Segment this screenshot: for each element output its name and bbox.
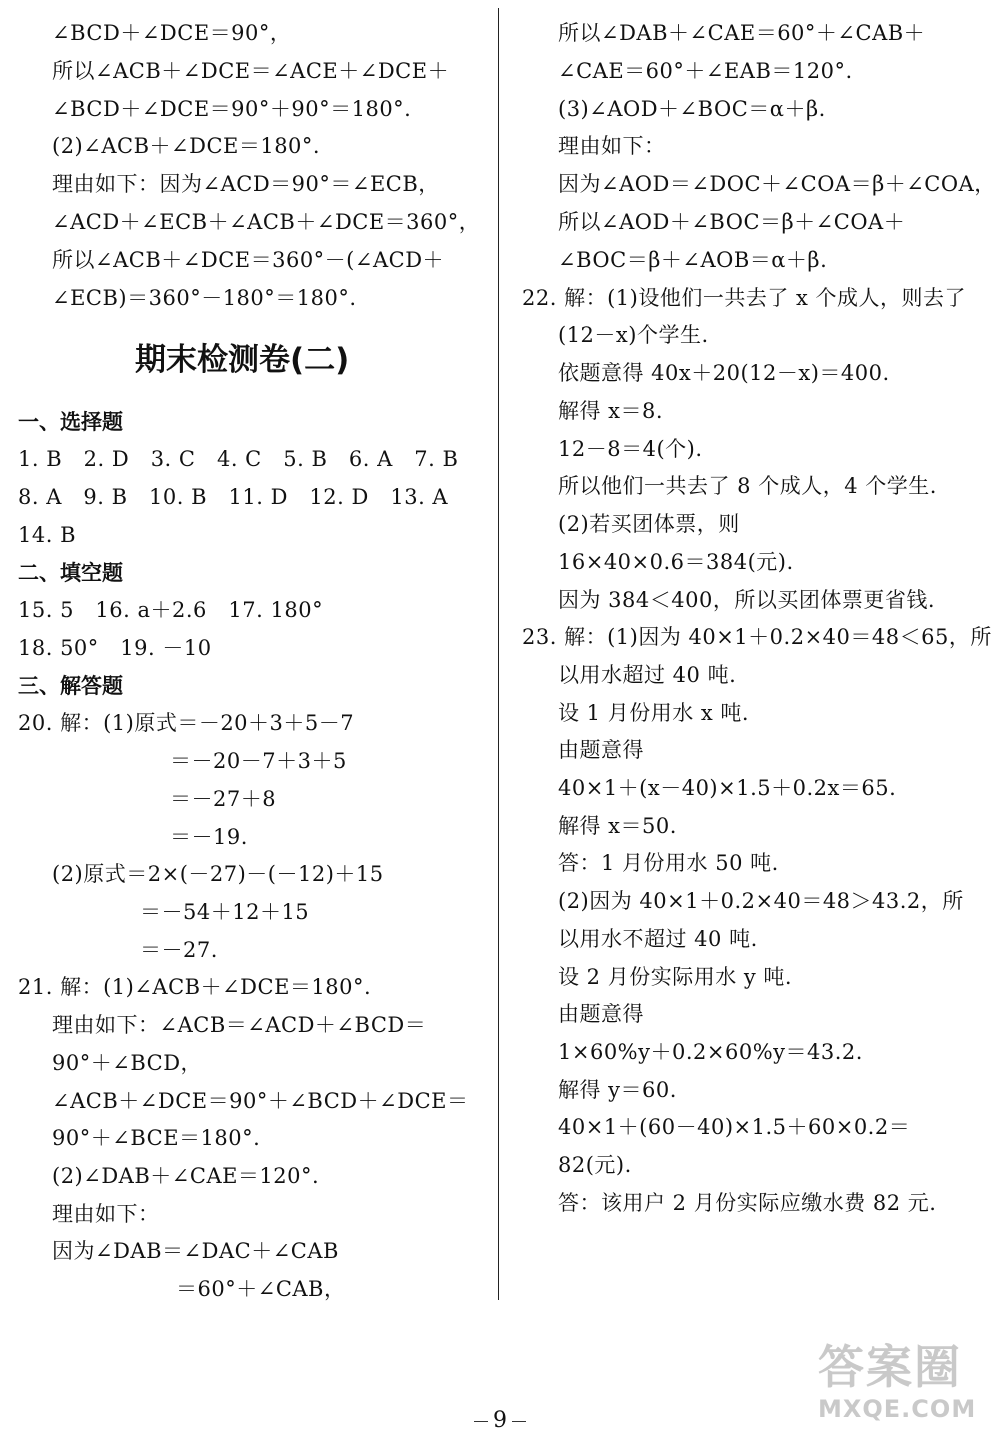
q20-line: 20. 解：(1)原式＝－20＋3＋5－7 (18, 711, 355, 735)
fill-answers-row: 15. 5 16. a＋2.6 17. 180° (18, 598, 324, 622)
q22-line: (2)若买团体票，则 (558, 512, 740, 536)
q22-line: (12－x)个学生. (558, 323, 709, 347)
q20-line: ＝－54＋12＋15 (140, 900, 310, 924)
section-heading-solve: 三、解答题 (18, 674, 123, 698)
fill-answers-row: 18. 50° 19. －10 (18, 636, 212, 660)
q21-line: 因为∠DAB＝∠DAC＋∠CAB (52, 1239, 339, 1263)
text-line: 所以∠ACB＋∠DCE＝∠ACE＋∠DCE＋ (52, 59, 450, 83)
q20-line: (2)原式＝2×(－27)－(－12)＋15 (52, 862, 384, 886)
q21-line: ∠ACB＋∠DCE＝90°＋∠BCD＋∠DCE＝ (52, 1089, 469, 1113)
q23-line: 解得 x＝50. (558, 814, 677, 838)
watermark-bottom-text: MXQE.COM (818, 1395, 977, 1423)
q21-line: ＝60°＋∠CAB， (176, 1277, 346, 1301)
q22-line: 12－8＝4(个). (558, 437, 703, 461)
q23-line: 40×1＋(x－40)×1.5＋0.2x＝65. (558, 776, 897, 800)
q23-line: 82(元). (558, 1153, 632, 1177)
watermark-logo (818, 1340, 990, 1436)
q22-line: 16×40×0.6＝384(元). (558, 550, 794, 574)
q22-line: 22. 解：(1)设他们一共去了 x 个成人，则去了 (522, 286, 967, 310)
section-heading-fill: 二、填空题 (18, 561, 123, 585)
q23-line: 设 2 月份实际用水 y 吨. (558, 965, 793, 989)
q23-line: 解得 y＝60. (558, 1078, 677, 1102)
q23-line: 以用水不超过 40 吨. (558, 927, 758, 951)
q21-line: ∠CAE＝60°＋∠EAB＝120°. (558, 59, 853, 83)
choice-answers-row: 8. A 9. B 10. B 11. D 12. D 13. A (18, 485, 449, 509)
q22-line: 所以他们一共去了 8 个成人，4 个学生. (558, 474, 937, 498)
text-line: ∠ACD＋∠ECB＋∠ACB＋∠DCE＝360°， (52, 210, 481, 234)
q21-line: 90°＋∠BCE＝180°. (52, 1126, 261, 1150)
q21-line: 90°＋∠BCD， (52, 1051, 203, 1075)
text-line: (2)∠ACB＋∠DCE＝180°. (52, 134, 321, 158)
q21-line: 所以∠DAB＋∠CAE＝60°＋∠CAB＋ (558, 21, 926, 45)
text-line: ∠BCD＋∠DCE＝90°， (52, 21, 292, 45)
q23-line: 答：该用户 2 月份实际应缴水费 82 元. (558, 1191, 937, 1215)
q22-line: 依题意得 40x＋20(12－x)＝400. (558, 361, 890, 385)
q23-line: 答：1 月份用水 50 吨. (558, 851, 779, 875)
q21-line: 所以∠AOD＋∠BOC＝β＋∠COA＋ (558, 210, 906, 234)
q22-line: 解得 x＝8. (558, 399, 664, 423)
q21-line: (2)∠DAB＋∠CAE＝120°. (52, 1164, 320, 1188)
text-line: ∠BCD＋∠DCE＝90°＋90°＝180°. (52, 97, 412, 121)
q21-line: 理由如下： (558, 134, 666, 158)
page-number-dash (474, 1421, 488, 1422)
q21-line: 21. 解：(1)∠ACB＋∠DCE＝180°. (18, 975, 372, 999)
q21-line: 理由如下： (52, 1202, 160, 1226)
choice-answers-row: 1. B 2. D 3. C 4. C 5. B 6. A 7. B (18, 447, 459, 471)
text-line: 理由如下：因为∠ACD＝90°＝∠ECB， (52, 172, 440, 196)
column-divider (498, 8, 499, 1300)
q20-line: ＝－27. (140, 938, 218, 962)
q23-line: 由题意得 (558, 1002, 644, 1026)
watermark-top-text: 答案圈 (818, 1340, 962, 1394)
q20-line: ＝－19. (170, 825, 248, 849)
q21-line: 因为∠AOD＝∠DOC＋∠COA＝β＋∠COA， (558, 172, 996, 196)
q23-line: 以用水超过 40 吨. (558, 663, 737, 687)
q21-line: (3)∠AOD＋∠BOC＝α＋β. (558, 97, 826, 121)
q23-line: (2)因为 40×1＋0.2×40＝48＞43.2，所 (558, 889, 964, 913)
page-number (465, 1408, 535, 1434)
q23-line: 1×60%y＋0.2×60%y＝43.2. (558, 1040, 863, 1064)
q20-line: ＝－20－7＋3＋5 (170, 749, 347, 773)
q21-line: 理由如下：∠ACB＝∠ACD＋∠BCD＝ (52, 1013, 427, 1037)
q22-line: 因为 384＜400，所以买团体票更省钱. (558, 588, 936, 612)
choice-answers-row: 14. B (18, 523, 77, 547)
q23-line: 40×1＋(60－40)×1.5＋60×0.2＝ (558, 1115, 911, 1139)
section-title: 期末检测卷(二) (135, 342, 350, 378)
text-line: 所以∠ACB＋∠DCE＝360°－(∠ACD＋ (52, 248, 445, 272)
text-line: ∠ECB)＝360°－180°＝180°. (52, 286, 357, 310)
section-heading-choice: 一、选择题 (18, 410, 123, 434)
q23-line: 设 1 月份用水 x 吨. (558, 701, 750, 725)
page-number-value: 9 (493, 1408, 507, 1433)
page-number-dash (512, 1421, 526, 1422)
q21-line: ∠BOC＝β＋∠AOB＝α＋β. (558, 248, 828, 272)
q20-line: ＝－27＋8 (170, 787, 277, 811)
q23-line: 由题意得 (558, 738, 644, 762)
q23-line: 23. 解：(1)因为 40×1＋0.2×40＝48＜65，所 (522, 625, 992, 649)
